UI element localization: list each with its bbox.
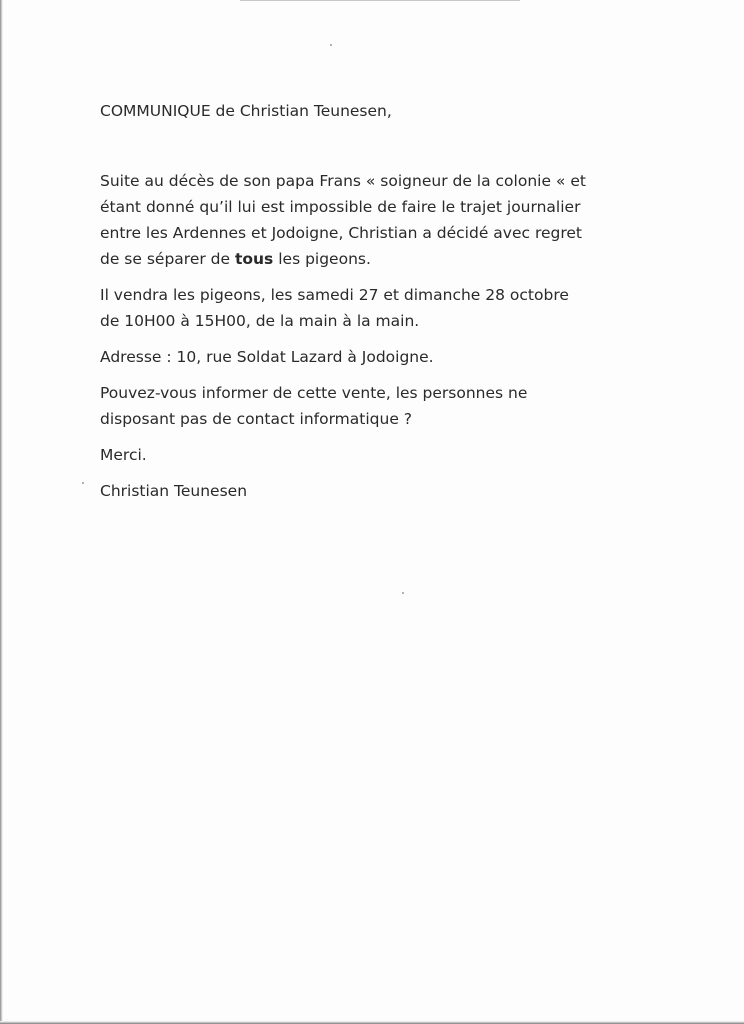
paragraph-line: entre les Ardennes et Jodoigne, Christian a décidé avec regret [100, 224, 582, 242]
thanks-line: Merci. [100, 446, 147, 464]
paragraph-request [100, 380, 660, 432]
paragraph-sale-dates [100, 282, 660, 334]
scan-edge-left [0, 0, 3, 1024]
paragraph-line: Suite au décès de son papa Frans « soigneur de la colonie « et [100, 172, 586, 190]
scan-speck [330, 44, 332, 46]
text-segment: les pigeons. [273, 250, 371, 268]
letter-heading: COMMUNIQUE de Christian Teunesen, [100, 102, 392, 120]
letter-body [100, 98, 660, 514]
text-segment: de se séparer de [100, 250, 235, 268]
paragraph-line: étant donné qu’il lui est impossible de faire le trajet journalier [100, 198, 581, 216]
paragraph-line: de 10H00 à 15H00, de la main à la main. [100, 312, 420, 330]
paragraph-line: disposant pas de contact informatique ? [100, 410, 413, 428]
paragraph-line: Pouvez-vous informer de cette vente, les personnes ne [100, 384, 528, 402]
signature: Christian Teunesen [100, 482, 248, 500]
paragraph-line [100, 246, 660, 272]
scan-edge-top [240, 0, 520, 1]
scan-speck [402, 592, 404, 594]
paragraph-line: Il vendra les pigeons, les samedi 27 et dimanche 28 octobre [100, 286, 569, 304]
bold-emphasis: tous [234, 250, 274, 268]
scan-speck [82, 482, 84, 484]
address-line: Adresse : 10, rue Soldat Lazard à Jodoigne. [100, 348, 434, 366]
paragraph-announcement [100, 168, 660, 272]
